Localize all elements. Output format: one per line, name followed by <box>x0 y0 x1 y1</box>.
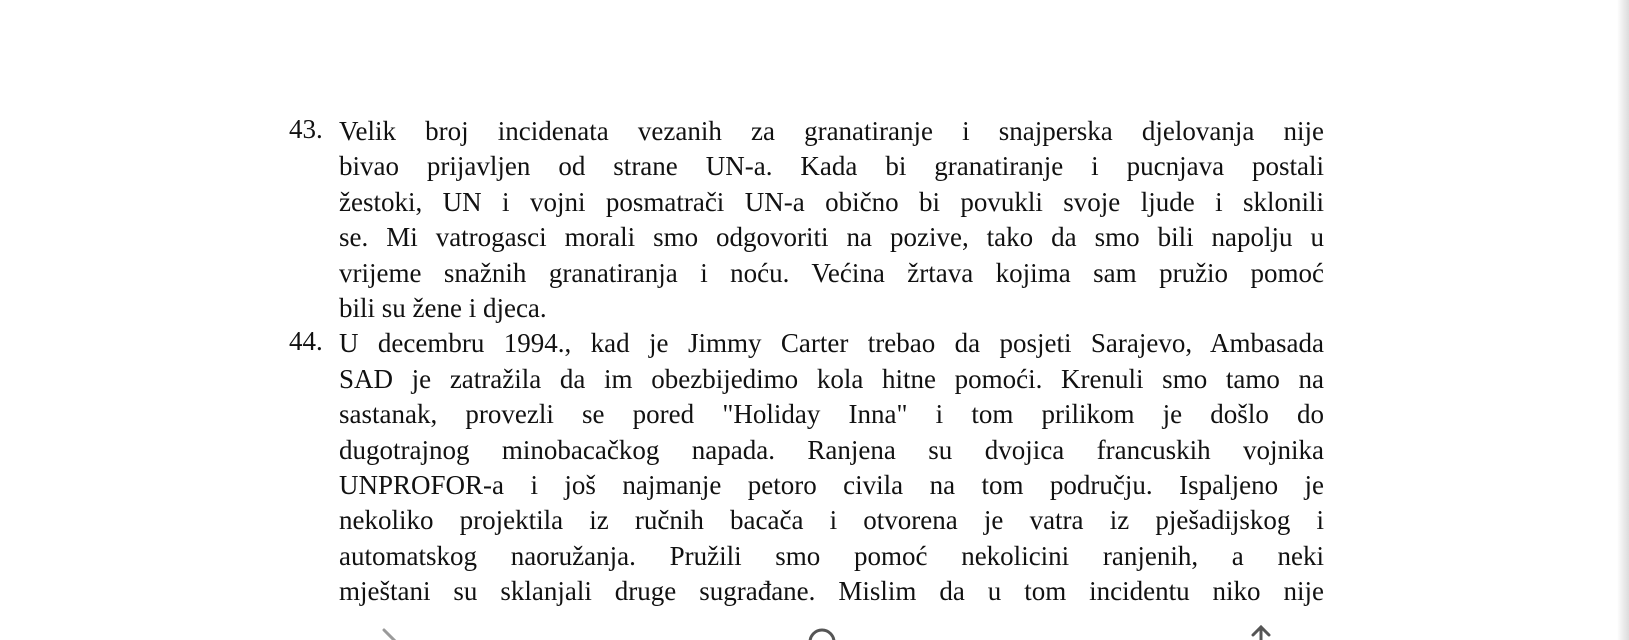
numbered-paragraph <box>289 114 1324 326</box>
text-line: U decembru 1994., kad je Jimmy Carter trebao da posjeti Sarajevo, Ambasada <box>339 328 1324 359</box>
chevron-left-icon <box>380 624 406 640</box>
document-body <box>289 114 1324 609</box>
rotate-icon <box>804 624 840 640</box>
text-line: dugotrajnog minobacačkog napada. Ranjena su dvojica francuskih vojnika <box>339 434 1324 465</box>
text-line: automatskog naoružanja. Pružili smo pomoć nekolicini ranjenih, a neki <box>339 540 1324 571</box>
paragraph-number: 44. <box>289 326 323 357</box>
text-line: Velik broj incidenata vezanih za granatiranje i snajperska djelovanja nije <box>339 116 1324 146</box>
share-icon <box>1244 624 1278 640</box>
share-button[interactable] <box>1244 624 1278 640</box>
previous-page-button[interactable] <box>380 624 406 640</box>
text-line: UNPROFOR-a i još najmanje petoro civila na tom području. Ispaljeno je <box>339 469 1324 500</box>
text-line: mještani su sklanjali druge sugrađane. Mislim da u tom incidentu niko nije <box>339 576 1324 607</box>
text-line: sastanak, provezli se pored "Holiday Inna" i tom prilikom je došlo do <box>339 399 1324 430</box>
text-line: se. Mi vatrogasci morali smo odgovoriti na pozive, tako da smo bili napolju u <box>339 222 1324 253</box>
text-line: bili su žene i djeca. <box>339 292 547 323</box>
paragraph-number: 43. <box>289 114 323 144</box>
text-line: žestoki, UN i vojni posmatrači UN-a obično bi povukli svoje ljude i sklonili <box>339 186 1324 217</box>
page-edge-shadow <box>1617 0 1629 640</box>
rotate-button[interactable] <box>804 624 840 640</box>
text-line: bivao prijavljen od strane UN-a. Kada bi granatiranje i pucnjava postali <box>339 151 1324 182</box>
text-line: nekoliko projektila iz ručnih bacača i otvorena je vatra iz pješadijskog i <box>339 505 1324 536</box>
text-line: SAD je zatražila da im obezbijedimo kola hitne pomoći. Krenuli smo tamo na <box>339 363 1324 394</box>
numbered-paragraph <box>289 326 1324 609</box>
text-line: vrijeme snažnih granatiranja i noću. Većina žrtava kojima sam pružio pomoć <box>339 257 1324 288</box>
